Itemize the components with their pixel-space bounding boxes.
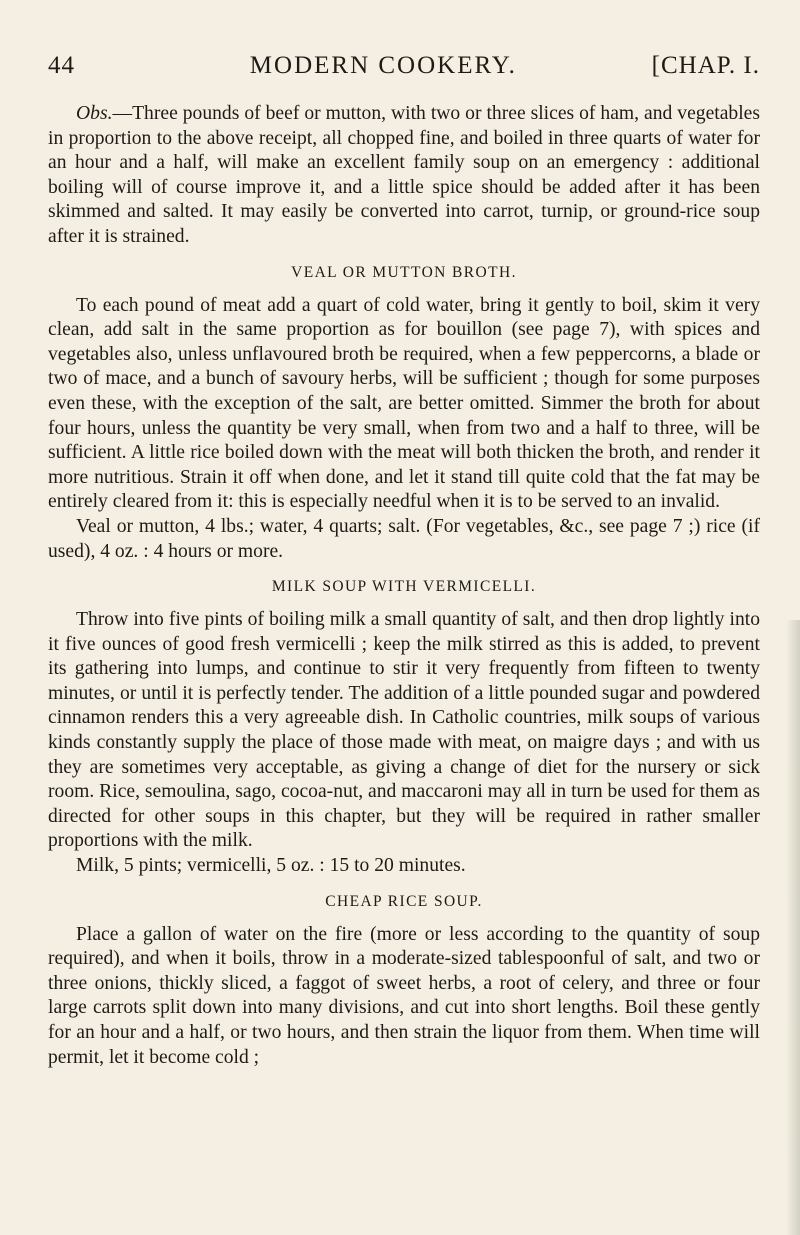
obs-text: —Three pounds of beef or mutton, with two or three slices of ham, and vegetables in proportion to the above receipt, all chopped fine, and boiled in three quarts of water for an hour and a half, will make an excellent family soup on an emergency : additional boiling will of course improve it, and a little spice should be added after it has been skimmed and salted. It may easily be converted into carrot, turnip, or ground-rice soup after it is strained. — [48, 103, 760, 247]
section-heading-rice-soup: CHEAP RICE SOUP. — [325, 892, 483, 910]
section-heading-milk-soup: MILK SOUP WITH VERMICELLI. — [271, 578, 537, 596]
chapter-marker: [CHAP. I. — [651, 52, 760, 79]
section-body-veal-broth: To each pound of meat add a quart of cold water, bring it gently to boil, skim it very clean, add salt in the same proportion as for bouillon (see page 7), with spices and vegetables also, unless unflavoured broth be required, when a few peppercorns, a blade or two of mace, and a bunch of savoury herbs, will be sufficient ; though for some purposes even these, with the exception of the salt, are better omitted. Simmer the broth for about four hours, unless the quantity be very small, when from two and a half to three, will be sufficient. A little rice boiled down with the meat will both thicken the broth, and render it more nutritious. Strain it off when done, and let it stand till quite cold that the fat may be entirely cleared from it: this is especially needful when it is to be served to an invalid. — [48, 294, 760, 513]
obs-label: Obs. — [76, 103, 113, 124]
section-body-rice-soup: Place a gallon of water on the fire (more or less according to the quantity of soup required), and when it boils, throw in a moderate-sized tablespoonful of salt, and two or three onions, thickly sliced, a faggot of sweet herbs, a root of celery, and three or four large carrots split down into many divisions, and cut into short lengths. Boil these gently for an hour and a half, or two hours, and then strain the liquor from them. When time will permit, let it become cold ; — [48, 923, 760, 1068]
running-title: MODERN COOKERY. — [249, 52, 517, 79]
page-edge-shadow — [786, 620, 800, 1235]
page-number: 44 — [48, 52, 75, 79]
section-body-milk-soup: Throw into five pints of boiling milk a small quantity of salt, and then drop lightly into it five ounces of good fresh vermicelli ; keep the milk stirred as this is added, to prevent its gathering into lumps, and continue to stir it very frequently from fifteen to twenty minutes, or until it is perfectly tender. The addition of a little pounded sugar and powdered cinnamon renders this a very agreeable dish. In Catholic countries, milk soups of various kinds constantly supply the place of those made with meat, on maigre days ; and with us they are sometimes very acceptable, as giving a change of diet for the nursery or sick room. Rice, semoulina, sago, cocoa-nut, and maccaroni may all in turn be used for them as directed for other soups in this chapter, but they will be required in rather smaller proportions with the milk. — [48, 609, 760, 852]
book-page — [48, 52, 760, 1070]
section-heading-veal-broth: VEAL OR MUTTON BROTH. — [291, 263, 517, 281]
running-header — [48, 52, 760, 92]
obs-paragraph — [48, 102, 760, 250]
section-summary-veal-broth: Veal or mutton, 4 lbs.; water, 4 quarts; salt. (For vegetables, &c., see page 7 ;) rice (if used), 4 oz. : 4 hours or more. — [48, 515, 760, 562]
section-summary-milk-soup: Milk, 5 pints; vermicelli, 5 oz. : 15 to 20 minutes. — [76, 855, 466, 877]
